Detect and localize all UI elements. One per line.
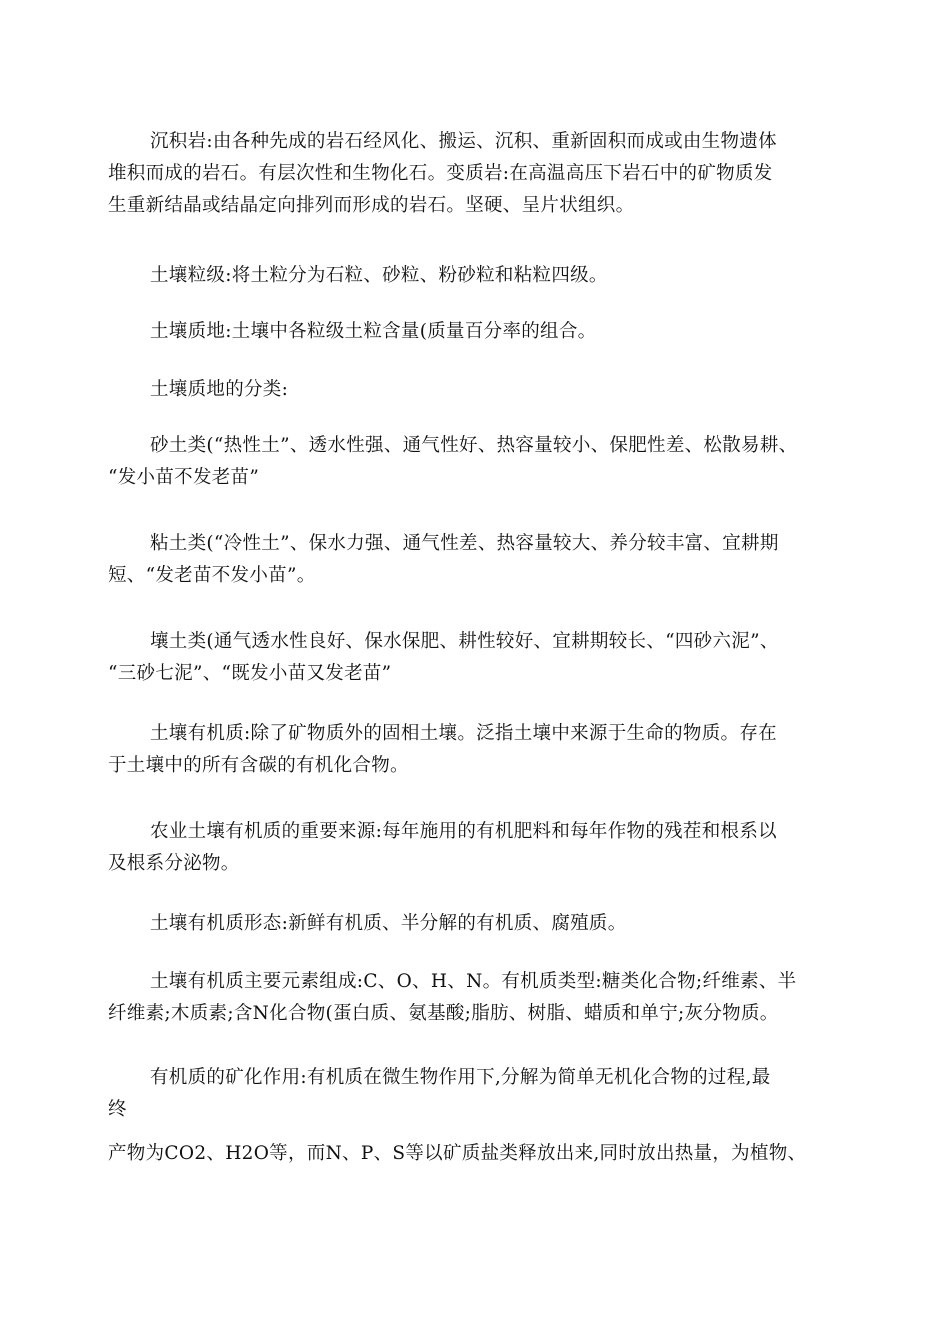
- paragraph-soil-organic-matter: [108, 718, 843, 782]
- text-line: “三砂七泥”、“既发小苗又发老苗”: [108, 663, 392, 684]
- paragraph-soil-particle-grade: [108, 260, 843, 292]
- text-line: 纤维素;木质素;含N化合物(蛋白质、氨基酸;脂肪、树脂、蜡质和单宁;灰分物质。: [108, 1003, 779, 1024]
- paragraph-sedimentary-metamorphic-rock: [108, 126, 843, 222]
- text-line: 砂土类(“热性土”、透水性强、通气性好、热容量较小、保肥性差、松散易耕、: [150, 435, 798, 456]
- text-line: 土壤粒级:将土粒分为石粒、砂粒、粉砂粒和粘粒四级。: [150, 265, 608, 286]
- text-line: 及根系分泌物。: [108, 853, 240, 874]
- text-line: 土壤有机质:除了矿物质外的固相土壤。泛指土壤中来源于生命的物质。存在: [150, 723, 777, 744]
- text-line: 有机质的矿化作用:有机质在微生物作用下,分解为简单无机化合物的过程,最: [150, 1067, 771, 1088]
- text-line: 于土壤中的所有含碳的有机化合物。: [108, 755, 409, 776]
- text-line: 壤土类(通气透水性良好、保水保肥、耕性较好、宜耕期较长、“四砂六泥”、: [150, 631, 779, 652]
- text-line: 堆积而成的岩石。有层次性和生物化石。变质岩:在高温高压下岩石中的矿物质发: [108, 163, 773, 184]
- text-line: “发小苗不发老苗”: [108, 467, 260, 488]
- paragraph-sandy-soil: [108, 430, 843, 494]
- text-line: 生重新结晶或结晶定向排列而形成的岩石。坚硬、呈片状组织。: [108, 195, 635, 216]
- paragraph-organic-matter-forms: [108, 908, 843, 940]
- paragraph-soil-texture: [108, 316, 843, 348]
- text-line: 粘土类(“冷性土”、保水力强、通气性差、热容量较大、养分较丰富、宜耕期: [150, 533, 779, 554]
- text-line: 土壤有机质形态:新鲜有机质、半分解的有机质、腐殖质。: [150, 913, 627, 934]
- paragraph-mineralization-continued: [108, 1138, 843, 1170]
- paragraph-clay-soil: [108, 528, 843, 592]
- text-line: 土壤质地的分类:: [150, 379, 289, 400]
- paragraph-organic-matter-composition: [108, 966, 843, 1030]
- text-line: 土壤有机质主要元素组成:C、O、H、N。有机质类型:糖类化合物;纤维素、半: [150, 971, 797, 992]
- paragraph-mineralization: [108, 1062, 843, 1126]
- text-line: 沉积岩:由各种先成的岩石经风化、搬运、沉积、重新固积而成或由生物遗体: [150, 131, 777, 152]
- paragraph-loam-soil: [108, 626, 843, 690]
- text-line: 产物为CO2、H2O等，而N、P、S等以矿质盐类释放出来,同时放出热量，为植物、: [108, 1143, 807, 1164]
- paragraph-soil-texture-classification: [108, 374, 843, 406]
- text-line: 农业土壤有机质的重要来源:每年施用的有机肥料和每年作物的残茬和根系以: [150, 821, 777, 842]
- text-line: 终: [108, 1099, 127, 1120]
- text-line: 短、“发老苗不发小苗”。: [108, 565, 316, 586]
- text-line: 土壤质地:土壤中各粒级土粒含量(质量百分率的组合。: [150, 321, 597, 342]
- paragraph-organic-matter-sources: [108, 816, 843, 880]
